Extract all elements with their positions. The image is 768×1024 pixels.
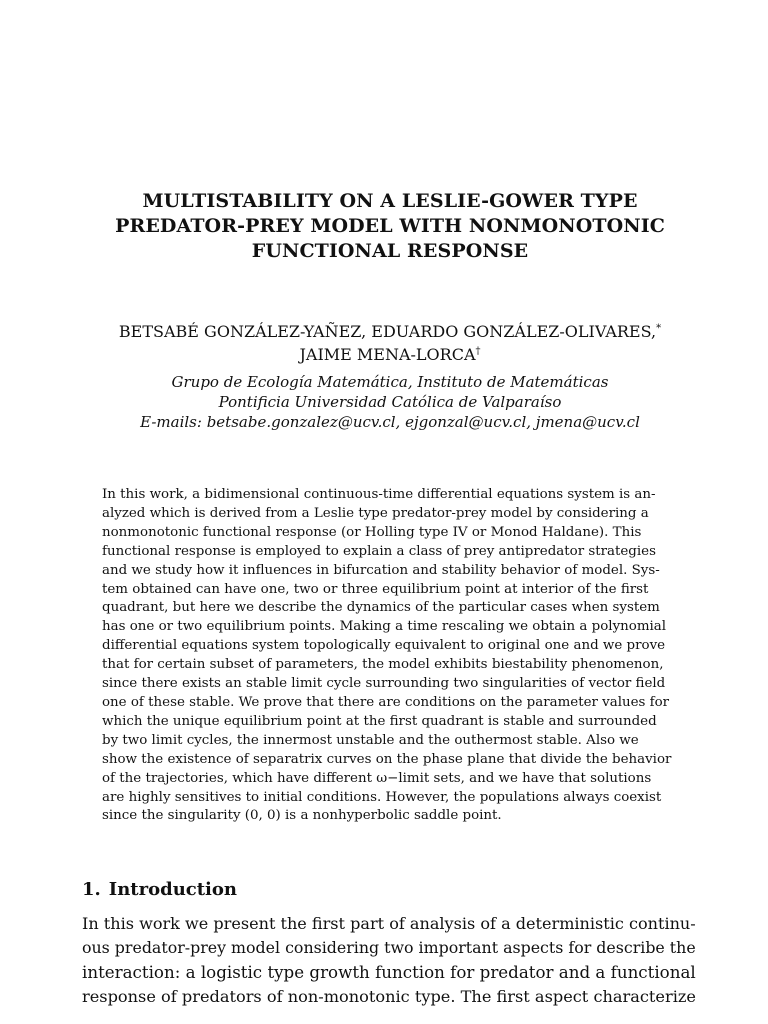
author-footnote-mark-2: † <box>475 346 481 357</box>
abstract-line: by two limit cycles, the innermost unstable and the outhermost stable. Also we <box>102 732 639 748</box>
abstract-line: differential equations system topologically equivalent to original one and we prove <box>102 638 666 654</box>
abstract-line: has one or two equilibrium points. Making a time rescaling we obtain a polynomial <box>102 619 667 635</box>
abstract-line: show the existence of separatrix curves on the phase plane that divide the behavior <box>102 751 672 767</box>
abstract-line: that for certain subset of parameters, the model exhibits biestability phenomenon, <box>102 657 664 673</box>
title-line-1: MULTISTABILITY ON A LESLIE-GOWER TYPE <box>142 190 638 212</box>
abstract-line: since the singularity (0, 0) is a nonhyperbolic saddle point. <box>102 808 502 824</box>
title-line-2: PREDATOR-PREY MODEL WITH NONMONOTONIC <box>115 215 665 237</box>
section-title: Introduction <box>108 879 237 900</box>
paper-title <box>82 189 698 264</box>
author-names-1: BETSABÉ GONZÁLEZ-YAÑEZ, EDUARDO GONZÁLEZ-OLIVARES, <box>118 322 657 341</box>
affiliation-emails: E-mails: betsabe.gonzalez@ucv.cl, ejgonzal@ucv.cl, jmena@ucv.cl <box>140 413 640 431</box>
section-heading-introduction <box>82 878 237 902</box>
abstract-line: one of these stable. We prove that there are conditions on the parameter values for <box>102 694 670 710</box>
abstract-line: In this work, a bidimensional continuous-time differential equations system is an- <box>102 487 656 502</box>
abstract-line: alyzed which is derived from a Leslie type predator-prey model by considering a <box>102 505 649 521</box>
affiliation <box>82 372 698 432</box>
body-line: interaction: a logistic type growth function for predator and a functional <box>82 962 696 982</box>
abstract-line: nonmonotonic functional response (or Holling type IV or Monod Haldane). This <box>102 524 642 540</box>
abstract-line: of the trajectories, which have different ω−limit sets, and we have that solutions <box>102 770 652 786</box>
abstract-line: are highly sensitives to initial conditions. However, the populations always coexist <box>102 789 662 805</box>
author-list <box>82 320 698 366</box>
abstract-line: which the unique equilibrium point at the first quadrant is stable and surrounded <box>102 713 657 729</box>
author-line-2 <box>82 343 698 366</box>
abstract-line: tem obtained can have one, two or three equilibrium point at interior of the first <box>102 581 649 597</box>
author-names-2: JAIME MENA-LORCA <box>299 345 476 364</box>
abstract-line: and we study how it influences in bifurcation and stability behavior of model. Sys- <box>102 562 660 578</box>
body-line: ous predator-prey model considering two important aspects for describe the <box>82 938 696 958</box>
abstract <box>102 486 679 826</box>
introduction-paragraph <box>82 912 699 1009</box>
body-line: response of predators of non-monotonic type. The first aspect characterize <box>82 986 696 1006</box>
author-line-1 <box>82 320 698 343</box>
abstract-line: functional response is employed to explain a class of prey antipredator strategies <box>102 543 656 559</box>
body-line: In this work we present the first part of analysis of a deterministic continu- <box>82 914 696 933</box>
title-line-3: FUNCTIONAL RESPONSE <box>251 240 529 262</box>
author-footnote-mark-1: * <box>656 323 662 334</box>
affiliation-line-1: Grupo de Ecología Matemática, Instituto de Matemáticas <box>171 373 609 391</box>
abstract-line: since there exists an stable limit cycle surrounding two singularities of vector field <box>102 676 666 692</box>
affiliation-line-2: Pontificia Universidad Católica de Valparaíso <box>218 393 562 411</box>
section-number: 1. <box>82 879 101 900</box>
abstract-line: quadrant, but here we describe the dynamics of the particular cases when system <box>102 600 660 616</box>
